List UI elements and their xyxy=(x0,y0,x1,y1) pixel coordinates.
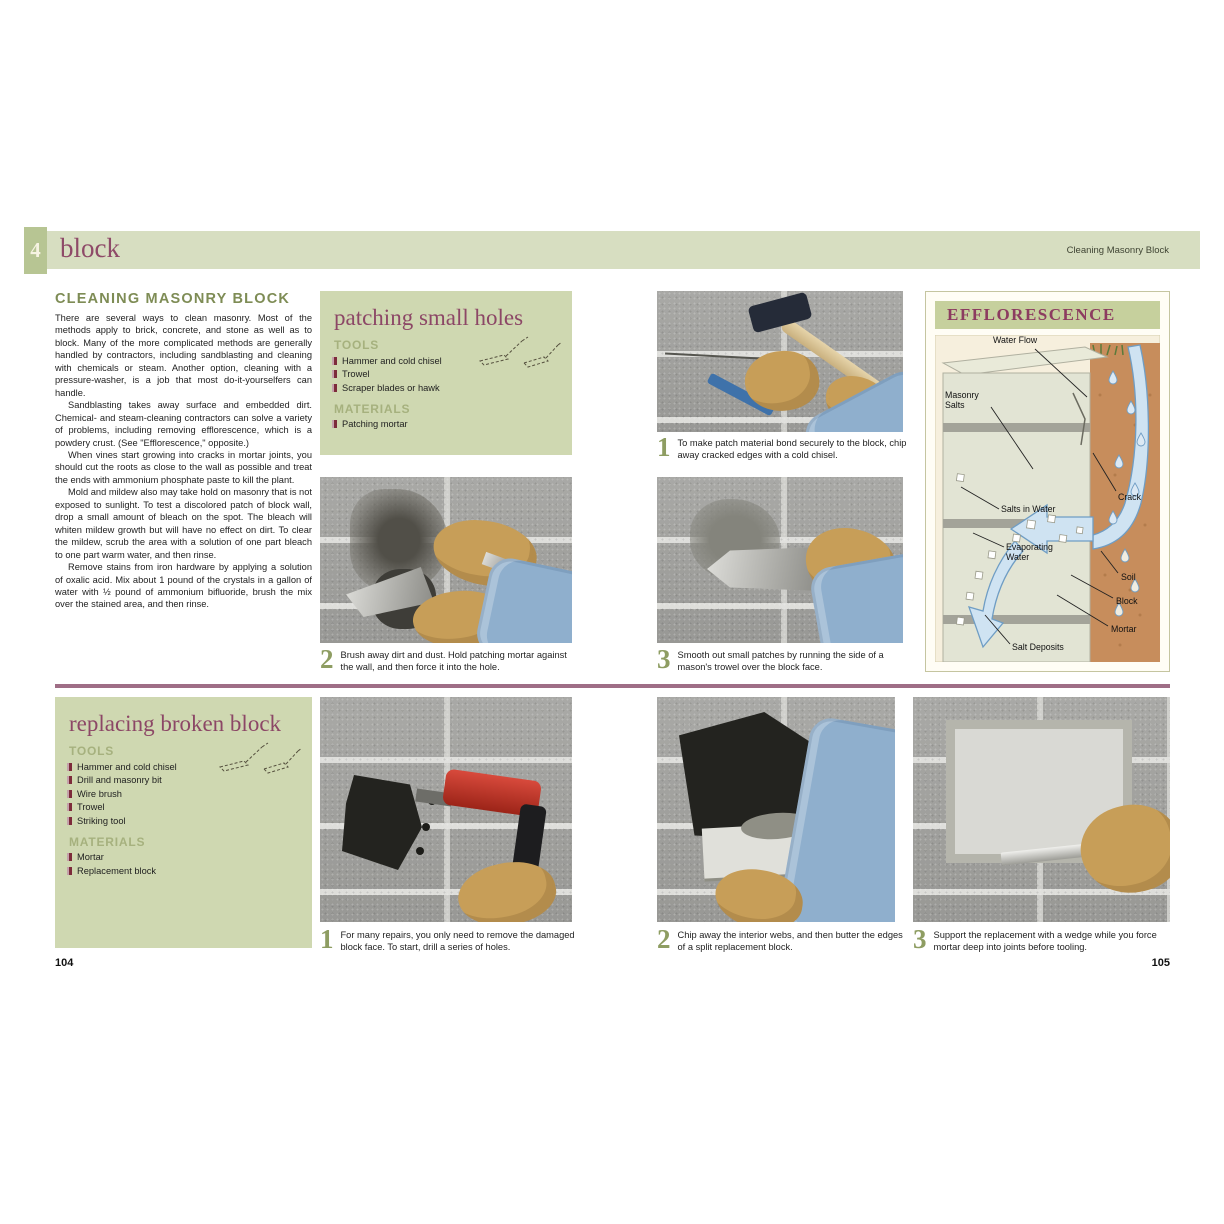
checklist-item xyxy=(69,802,298,812)
chapter-header-band xyxy=(47,231,1200,269)
step-number: 2 xyxy=(320,644,334,674)
step-text: Chip away the interior webs, and then butter the edges of a split replacement block. xyxy=(677,930,903,953)
checklist-item-label: Scraper blades or hawk xyxy=(342,382,440,393)
tools-heading: TOOLS xyxy=(334,338,380,352)
tick-icon xyxy=(69,776,72,784)
checklist-item xyxy=(69,775,298,785)
step-number: 2 xyxy=(657,924,671,954)
tick-icon xyxy=(69,867,72,875)
step-text: To make patch material bond securely to the block, chip away cracked edges with a cold chisel. xyxy=(677,438,907,461)
drill-hole-dot xyxy=(416,847,424,855)
tick-icon xyxy=(69,817,72,825)
photo-drilling-holes xyxy=(320,697,572,922)
label-mortar: Mortar xyxy=(1111,624,1137,634)
chapter-number-tab xyxy=(24,227,47,274)
label-water-flow: Water Flow xyxy=(993,335,1038,345)
photo-chisel-chipping xyxy=(657,291,903,432)
step-text: Support the replacement with a wedge while you force mortar deep into joints before tooling. xyxy=(933,930,1157,953)
efflorescence-header xyxy=(935,301,1160,329)
checklist-item-label: Patching mortar xyxy=(342,419,408,429)
label-evaporating-water: Evaporating Water xyxy=(1006,542,1053,562)
label-crack: Crack xyxy=(1118,492,1141,502)
label-salt-deposits: Salt Deposits xyxy=(1012,642,1064,652)
article-title: CLEANING MASONRY BLOCK xyxy=(55,291,291,307)
drilled-hole-shape xyxy=(342,775,422,870)
tick-icon xyxy=(69,853,72,861)
checklist-item-label: Wire brush xyxy=(77,788,122,799)
checklist-item-label: Drill and masonry bit xyxy=(77,775,162,785)
step-number: 3 xyxy=(657,644,671,674)
checklist-item xyxy=(69,816,298,826)
step-caption xyxy=(657,924,913,954)
checklist-item xyxy=(69,866,298,876)
photo-trowel-smoothing xyxy=(657,477,903,643)
label-soil: Soil xyxy=(1121,572,1136,582)
checklist-item-label: Hammer and cold chisel xyxy=(77,761,177,772)
sidebar-title: patching small holes xyxy=(334,305,524,330)
replacing-broken-block-box xyxy=(55,697,312,948)
checklist-item-label: Trowel xyxy=(342,369,370,379)
tools-heading: TOOLS xyxy=(69,744,115,758)
checklist-item xyxy=(334,419,558,429)
checklist-item-label: Hammer and cold chisel xyxy=(342,355,442,366)
chapter-title: block xyxy=(60,232,120,263)
checklist-item-label: Mortar xyxy=(77,852,104,862)
step-number: 1 xyxy=(657,432,671,462)
checklist-item xyxy=(334,369,558,379)
step-number: 3 xyxy=(913,924,927,954)
patching-small-holes-box xyxy=(320,291,572,455)
running-head: Cleaning Masonry Block xyxy=(1066,244,1169,256)
article-paragraph: Mold and mildew also may take hold on masonry that is not exposed to sunlight. To test a discolored patch of block wall, drop a small amount of bleach on the spot. The bleach will whiten mildew growth but will have no effect on dirt. To clear the mildew, scrub the area with a solution of one part bleach to one part warm water, and then rinse. xyxy=(55,487,312,560)
step-caption xyxy=(657,432,913,462)
efflorescence-illustration xyxy=(935,335,1160,662)
photo-open-web xyxy=(657,697,895,922)
cleaning-masonry-article xyxy=(55,291,312,611)
tick-icon xyxy=(69,803,72,811)
page-number-right: 105 xyxy=(1151,957,1170,969)
tick-icon xyxy=(334,384,337,392)
trowel-sketch-icon xyxy=(218,735,302,775)
article-paragraph: There are several ways to clean masonry. Most of the methods apply to brick, concrete, and stone as well as to block. Many of the more complicated methods are generally handled by contractors, including sandblasting and cleaning with chemicals or steam. Another option, cleaning with a pressure-washer, is a job that most do-it-yourselfers can handle. xyxy=(55,313,312,398)
tick-icon xyxy=(334,370,337,378)
page-number-left: 104 xyxy=(55,957,74,969)
step-caption xyxy=(320,924,576,954)
checklist-item xyxy=(69,852,298,862)
glove-shape xyxy=(453,853,562,922)
step-number: 1 xyxy=(320,924,334,954)
checklist-item-label: Replacement block xyxy=(77,865,157,876)
article-paragraph: Sandblasting takes away surface and embedded dirt. Chemical- and steam-cleaning contractors can solve a variety of problems, including removing efflorescence, which is a powdery crust. (See "Efflorescence," opposite.) xyxy=(55,400,312,448)
sidebar-title: replacing broken block xyxy=(69,711,282,736)
step-text: Brush away dirt and dust. Hold patching mortar against the wall, and then force it into the hole. xyxy=(340,650,567,673)
tick-icon xyxy=(69,763,72,771)
checklist-item xyxy=(69,789,298,799)
tick-icon xyxy=(334,420,337,428)
materials-heading: MATERIALS xyxy=(334,401,411,416)
checklist-item xyxy=(334,383,558,393)
materials-list xyxy=(334,419,558,429)
step-text: Smooth out small patches by running the side of a mason's trowel over the block face. xyxy=(677,650,884,673)
checklist-item-label: Trowel xyxy=(77,802,105,812)
step-caption xyxy=(320,644,576,674)
tick-icon xyxy=(69,790,72,798)
photo-patch-mortar xyxy=(320,477,572,643)
efflorescence-sidebar xyxy=(925,291,1170,672)
label-salts-in-water: Salts in Water xyxy=(1001,504,1056,514)
tick-icon xyxy=(334,357,337,365)
checklist-item-label: Striking tool xyxy=(77,815,126,826)
article-paragraph: When vines start growing into cracks in mortar joints, you should cut the roots as close to the wall as possible and treat the ends with ammonium phosphate paste to kill the plant. xyxy=(55,449,312,485)
label-masonry-salts: Masonry Salts xyxy=(945,390,979,410)
photo-tooling-joints xyxy=(913,697,1170,922)
efflorescence-title: EFFLORESCENCE xyxy=(947,305,1116,324)
materials-list xyxy=(69,852,298,876)
step-caption xyxy=(657,644,913,674)
section-divider xyxy=(55,684,1170,688)
chapter-number: 4 xyxy=(30,238,41,262)
article-paragraph: Remove stains from iron hardware by applying a solution of oxalic acid. Mix about 1 pound of the crystals in a gallon of water with ½ pound of ammonium bifluoride, brush the mix over the stained area, and then rinse. xyxy=(55,562,312,610)
trowel-sketch-icon xyxy=(478,329,562,369)
drill-hole-dot xyxy=(422,823,430,831)
label-block: Block xyxy=(1116,596,1138,606)
crack-shape xyxy=(665,353,760,360)
step-caption xyxy=(913,924,1169,954)
materials-heading: MATERIALS xyxy=(69,834,146,849)
step-text: For many repairs, you only need to remove the damaged block face. To start, drill a series of holes. xyxy=(340,930,575,953)
